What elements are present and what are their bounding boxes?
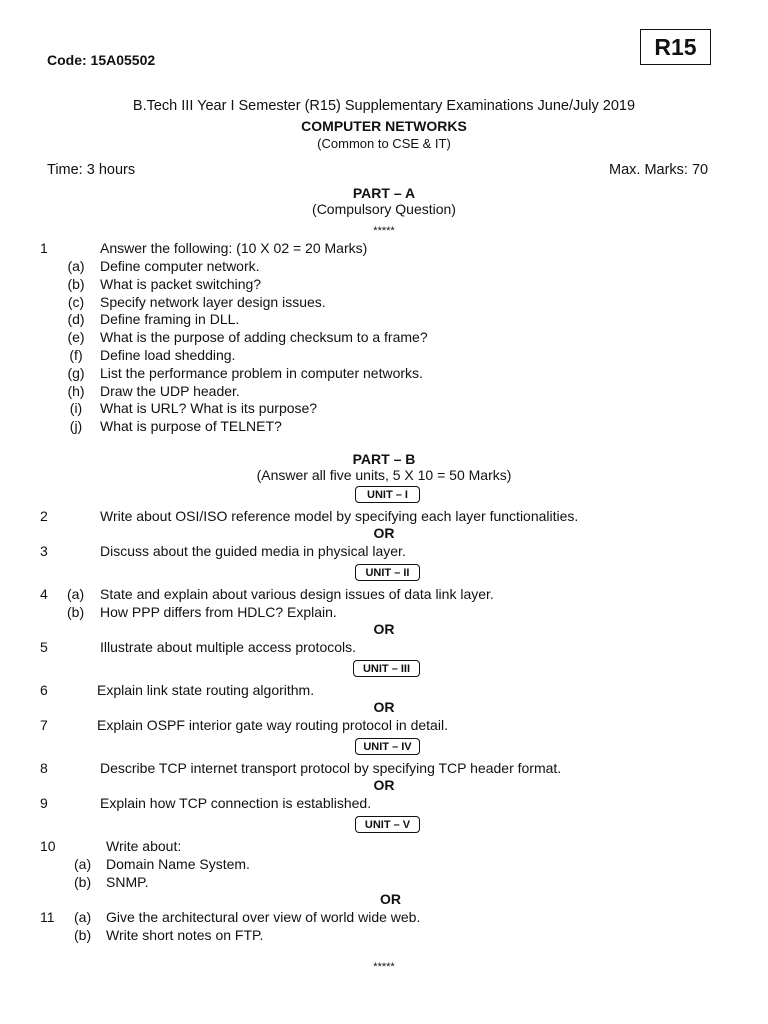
- exam-code: Code: 15A05502: [47, 52, 156, 68]
- question-text: What is URL? What is its purpose?: [100, 400, 318, 416]
- question-text: Draw the UDP header.: [100, 383, 240, 399]
- unit-label: UNIT – V: [355, 816, 420, 833]
- question-number: 1: [40, 240, 48, 256]
- question-number: 2: [40, 508, 48, 524]
- sub-label: (g): [67, 365, 85, 381]
- question-text: What is packet switching?: [100, 276, 262, 292]
- exam-title: B.Tech III Year I Semester (R15) Supplementary Examinations June/July 2019: [132, 98, 636, 114]
- sub-label: (i): [69, 400, 83, 416]
- question-text: Give the architectural over view of world wide web.: [106, 909, 421, 925]
- or-separator: OR: [373, 777, 395, 793]
- unit-label: UNIT – III: [353, 660, 420, 677]
- question-text: Define framing in DLL.: [100, 311, 240, 327]
- part-a-subtitle: (Compulsory Question): [312, 201, 456, 217]
- sub-label: (f): [69, 347, 83, 363]
- question-text: Describe TCP internet transport protocol by specifying TCP header format.: [100, 760, 562, 776]
- question-text: Domain Name System.: [106, 856, 250, 872]
- sub-label: (b): [67, 276, 85, 292]
- question-text: Discuss about the guided media in physical layer.: [100, 543, 406, 559]
- question-number: 7: [40, 717, 48, 733]
- part-a-stars: *****: [373, 225, 395, 237]
- question-text: Write about:: [106, 838, 182, 854]
- question-number: 11: [40, 909, 55, 925]
- unit-label: UNIT – I: [355, 486, 420, 503]
- unit-label: UNIT – II: [355, 564, 420, 581]
- question-text: State and explain about various design issues of data link layer.: [100, 586, 494, 602]
- question-text: Define load shedding.: [100, 347, 236, 363]
- sub-label: (e): [67, 329, 85, 345]
- subject-title: COMPUTER NETWORKS: [301, 118, 467, 134]
- sub-label: (a): [74, 909, 92, 925]
- or-separator: OR: [373, 699, 395, 715]
- question-number: 6: [40, 682, 48, 698]
- question-text: Explain link state routing algorithm.: [97, 682, 315, 698]
- max-marks: Max. Marks: 70: [609, 162, 709, 178]
- common-note: (Common to CSE & IT): [317, 136, 451, 151]
- or-separator: OR: [380, 891, 401, 907]
- time-label: Time: 3 hours: [47, 162, 136, 178]
- sub-label: (a): [74, 856, 92, 872]
- regulation-box: R15: [640, 29, 711, 65]
- sub-label: (a): [67, 586, 85, 602]
- question-number: 4: [40, 586, 48, 602]
- question-number: 5: [40, 639, 48, 655]
- part-b-title: PART – B: [352, 451, 416, 467]
- question-text: What is the purpose of adding checksum to a frame?: [100, 329, 428, 345]
- question-number: 8: [40, 760, 48, 776]
- sub-label: (b): [74, 874, 92, 890]
- sub-label: (d): [67, 311, 85, 327]
- sub-label: (j): [69, 418, 83, 434]
- sub-label: (a): [67, 258, 85, 274]
- question-text: Explain OSPF interior gate way routing protocol in detail.: [97, 717, 448, 733]
- question-number: 3: [40, 543, 48, 559]
- question-text: Write about OSI/ISO reference model by specifying each layer functionalities.: [100, 508, 579, 524]
- question-number: 10: [40, 838, 56, 854]
- question-text: What is purpose of TELNET?: [100, 418, 282, 434]
- question-text: Specify network layer design issues.: [100, 294, 326, 310]
- question-text: Write short notes on FTP.: [106, 927, 264, 943]
- sub-label: (b): [67, 604, 85, 620]
- question-text: Define computer network.: [100, 258, 260, 274]
- sub-label: (c): [67, 294, 85, 310]
- question-text: SNMP.: [106, 874, 149, 890]
- part-b-subtitle: (Answer all five units, 5 X 10 = 50 Marks): [256, 467, 512, 483]
- part-a-title: PART – A: [352, 185, 416, 201]
- sub-label: (h): [67, 383, 85, 399]
- or-separator: OR: [373, 525, 395, 541]
- or-separator: OR: [373, 621, 395, 637]
- question-number: 9: [40, 795, 48, 811]
- unit-label: UNIT – IV: [355, 738, 420, 755]
- question-text: Illustrate about multiple access protocols.: [100, 639, 357, 655]
- end-stars: *****: [373, 961, 395, 973]
- question-text: Answer the following: (10 X 02 = 20 Marks): [100, 240, 368, 256]
- question-text: How PPP differs from HDLC? Explain.: [100, 604, 337, 620]
- question-text: List the performance problem in computer networks.: [100, 365, 423, 381]
- sub-label: (b): [74, 927, 92, 943]
- question-text: Explain how TCP connection is established.: [100, 795, 372, 811]
